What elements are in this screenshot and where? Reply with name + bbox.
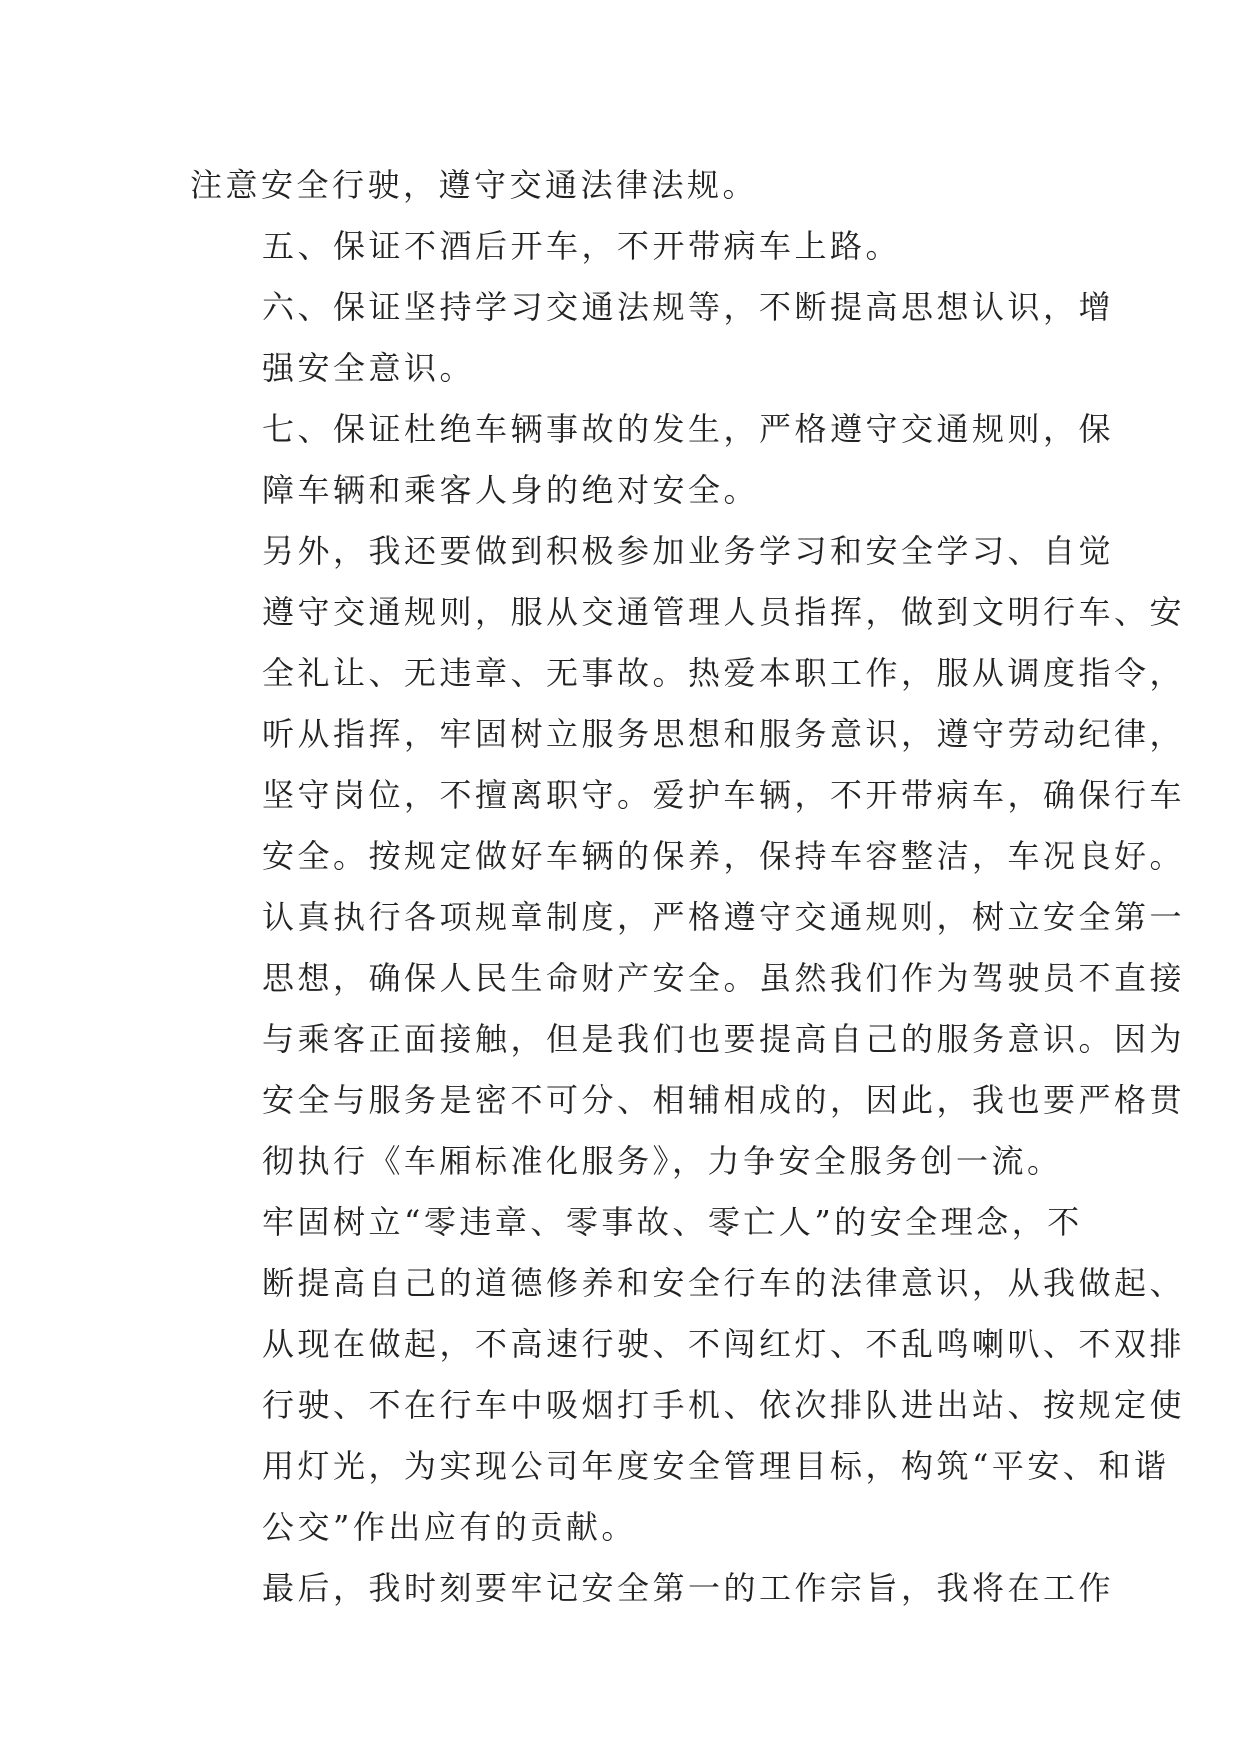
paragraph-line: 注意安全行驶，遵守交通法律法规。 bbox=[190, 166, 759, 204]
paragraph-item-5 bbox=[190, 216, 1054, 277]
paragraph-1 bbox=[190, 155, 1054, 216]
paragraph-item-6 bbox=[190, 277, 1115, 399]
paragraph-line: 安全。按规定做好车辆的保养，保持车容整洁，车况良好。 bbox=[262, 837, 1186, 875]
paragraph-line: 用灯光，为实现公司年度安全管理目标，构筑“平安、和谐 bbox=[262, 1447, 1170, 1485]
paragraph-additionally bbox=[190, 521, 1186, 1192]
paragraph-line: 坚守岗位，不擅离职守。爱护车辆，不开带病车，确保行车 bbox=[262, 776, 1186, 814]
paragraph-line: 听从指挥，牢固树立服务思想和服务意识，遵守劳动纪律， bbox=[262, 715, 1186, 753]
paragraph-line: 认真执行各项规章制度，严格遵守交通规则，树立安全第一 bbox=[262, 898, 1186, 936]
paragraph-line: 七、保证杜绝车辆事故的发生，严格遵守交通规则，保 bbox=[262, 410, 1115, 448]
paragraph-line: 思想，确保人民生命财产安全。虽然我们作为驾驶员不直接 bbox=[262, 959, 1186, 997]
paragraph-line: 障车辆和乘客人身的绝对安全。 bbox=[262, 471, 760, 509]
paragraph-line: 行驶、不在行车中吸烟打手机、依次排队进出站、按规定使 bbox=[262, 1386, 1186, 1424]
paragraph-line: 从现在做起，不高速行驶、不闯红灯、不乱鸣喇叭、不双排 bbox=[262, 1325, 1186, 1363]
paragraph-line: 六、保证坚持学习交通法规等，不断提高思想认识，增 bbox=[262, 288, 1115, 326]
paragraph-line: 全礼让、无违章、无事故。热爱本职工作，服从调度指令， bbox=[262, 654, 1186, 692]
paragraph-line: 五、保证不酒后开车，不开带病车上路。 bbox=[262, 227, 902, 265]
paragraph-line: 强安全意识。 bbox=[262, 349, 476, 387]
paragraph-line: 彻执行《车厢标准化服务》，力争安全服务创一流。 bbox=[262, 1142, 1063, 1180]
paragraph-line: 安全与服务是密不可分、相辅相成的，因此，我也要严格贯 bbox=[262, 1081, 1186, 1119]
paragraph-line: 与乘客正面接触，但是我们也要提高自己的服务意识。因为 bbox=[262, 1020, 1186, 1058]
paragraph-line: 牢固树立“零违章、零事故、零亡人”的安全理念，不 bbox=[262, 1203, 1083, 1241]
paragraph-line: 公交”作出应有的贡献。 bbox=[262, 1508, 637, 1546]
paragraph-line: 最后，我时刻要牢记安全第一的工作宗旨，我将在工作 bbox=[262, 1569, 1115, 1607]
paragraph-item-7 bbox=[190, 399, 1115, 521]
paragraph-line: 遵守交通规则，服从交通管理人员指挥，做到文明行车、安 bbox=[262, 593, 1186, 631]
paragraph-line: 断提高自己的道德修养和安全行车的法律意识，从我做起、 bbox=[262, 1264, 1186, 1302]
document-body bbox=[190, 155, 1186, 1619]
paragraph-line: 另外，我还要做到积极参加业务学习和安全学习、自觉 bbox=[262, 532, 1115, 570]
paragraph-finally bbox=[190, 1558, 1115, 1619]
paragraph-safety-concept bbox=[190, 1192, 1186, 1558]
